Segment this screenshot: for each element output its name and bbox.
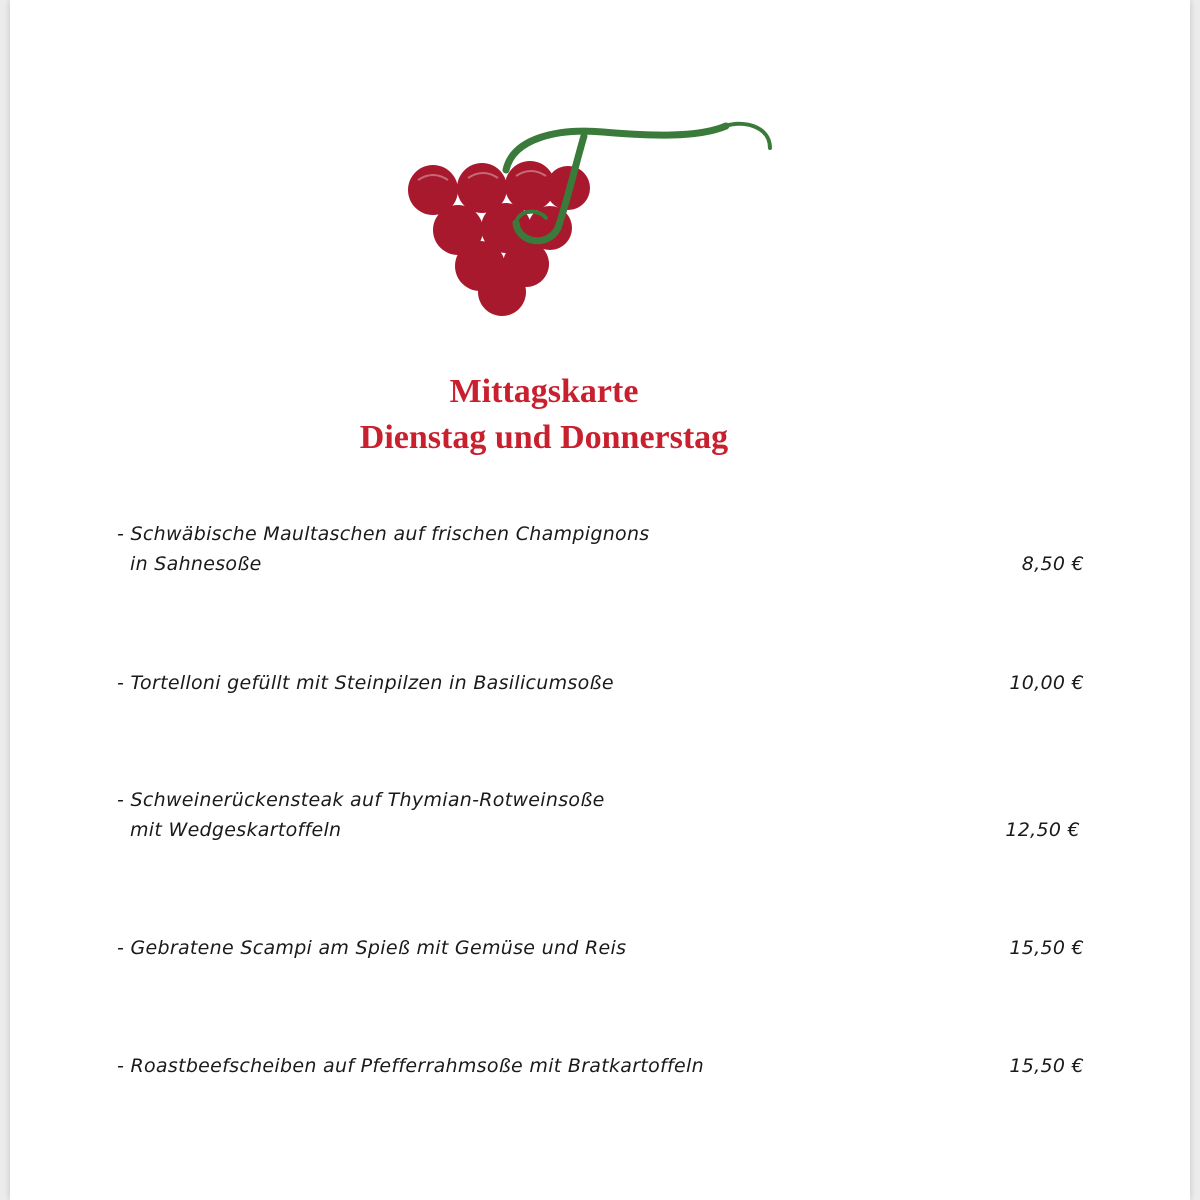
menu-item <box>117 1051 1092 1081</box>
dish-description: - Tortelloni gefüllt mit Steinpilzen in Basilicumsoße <box>117 672 614 694</box>
dish-description: - Schwäbische Maultaschen auf frischen Champignons <box>117 523 650 545</box>
grape-cluster-icon <box>408 161 590 316</box>
menu-subtitle: Dienstag und Donnerstag <box>359 419 729 456</box>
menu-page <box>10 0 1190 1200</box>
dish-price: 15,50 € <box>1009 1055 1084 1077</box>
menu-item <box>117 933 1092 963</box>
dish-description: - Roastbeefscheiben auf Pfefferrahmsoße mit Bratkartoffeln <box>117 1055 704 1077</box>
menu-title: Mittagskarte <box>449 373 639 410</box>
dish-description-continued: mit Wedgeskartoffeln <box>130 819 342 841</box>
dish-description-continued: in Sahnesoße <box>130 553 262 575</box>
zur-traube-logo <box>398 118 788 318</box>
menu-item <box>117 785 1092 845</box>
dish-description: - Schweinerückensteak auf Thymian-Rotweinsoße <box>117 789 605 811</box>
menu-item <box>117 668 1092 698</box>
dish-description: - Gebratene Scampi am Spieß mit Gemüse und Reis <box>117 937 627 959</box>
dish-price: 10,00 € <box>1009 672 1084 694</box>
dish-price: 12,50 € <box>1005 819 1080 841</box>
dish-price: 8,50 € <box>1021 553 1084 575</box>
dish-price: 15,50 € <box>1009 937 1084 959</box>
menu-item <box>117 519 1092 579</box>
